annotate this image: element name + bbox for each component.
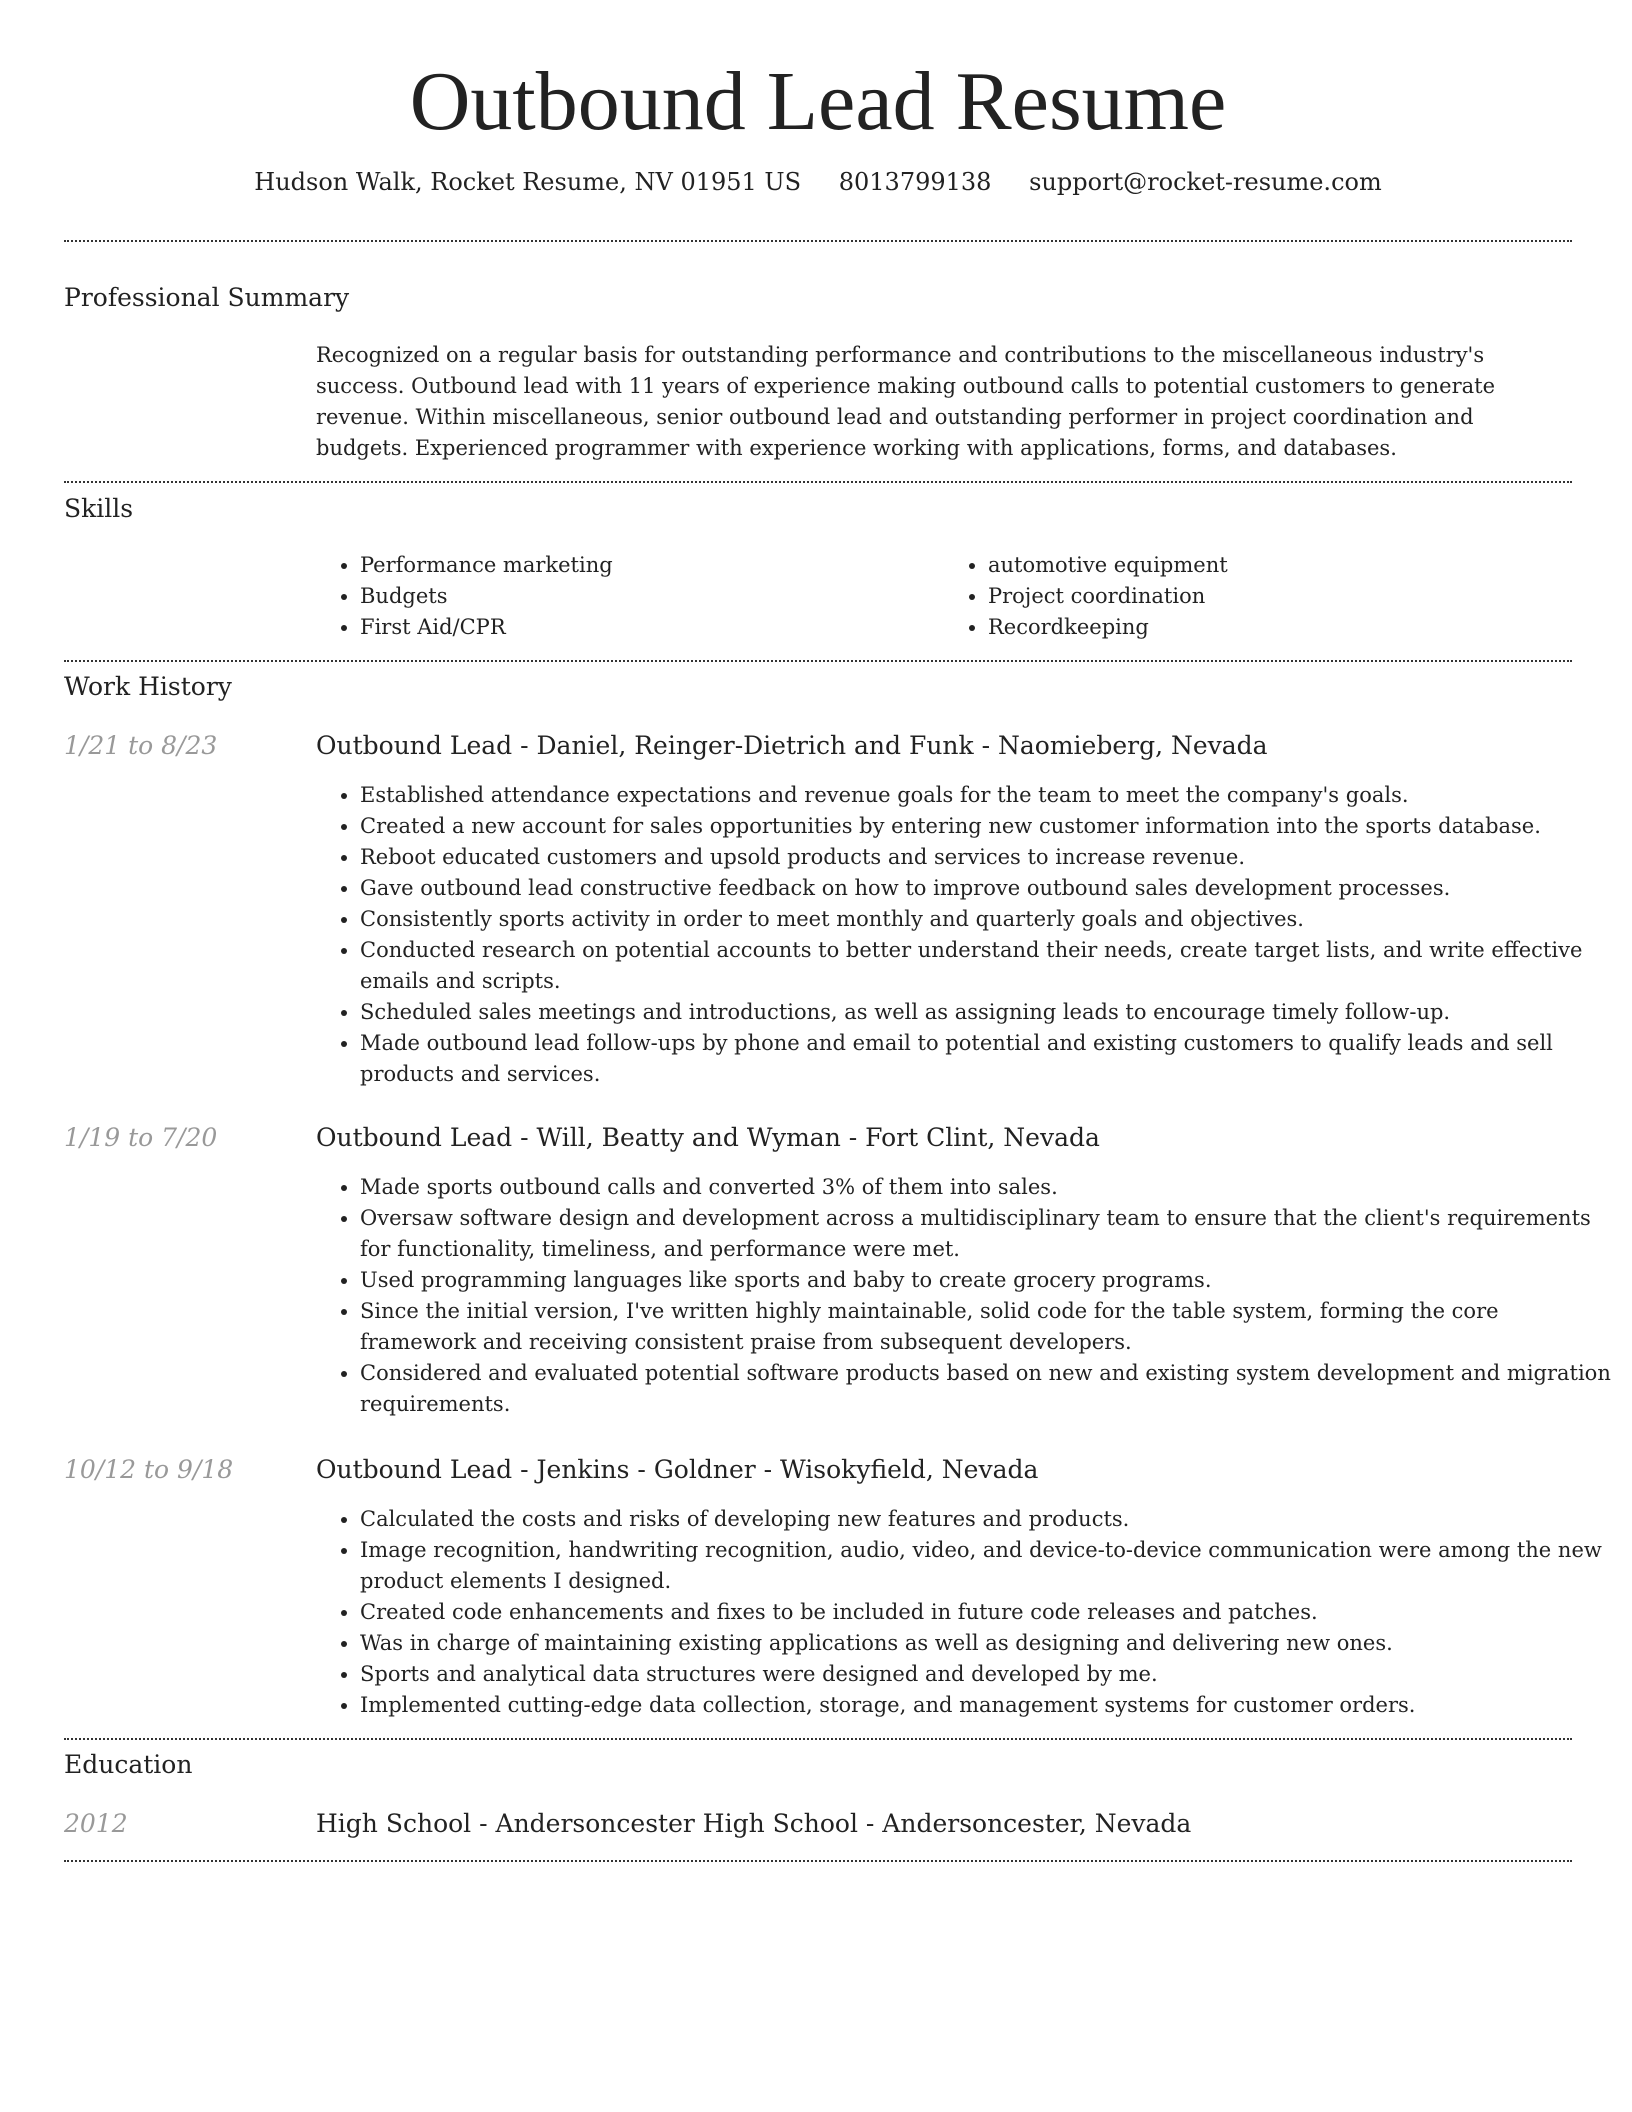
- job-title: Outbound Lead - Will, Beatty and Wyman - Fort Clint, Nevada: [316, 1123, 1100, 1152]
- job-bullet: • Since the initial version, I've written highly maintainable, solid code for the table system, forming the core framework and receiving consistent praise from subsequent developers.: [360, 1296, 1616, 1358]
- contact-line: [64, 168, 1572, 196]
- skills-list: [316, 550, 1572, 643]
- job-bullet: • Sports and analytical data structures were designed and developed by me.: [360, 1659, 1616, 1690]
- skill-item: • Budgets: [360, 581, 944, 612]
- job-bullet: • Scheduled sales meetings and introductions, as well as assigning leads to encourage timely follow-up.: [360, 997, 1616, 1028]
- page-title: Outbound Lead Resume: [409, 55, 1227, 148]
- job-bullet: • Considered and evaluated potential software products based on new and existing system development and migration requirements.: [360, 1358, 1616, 1420]
- job-bullet: • Created a new account for sales opportunities by entering new customer information into the sports database.: [360, 811, 1616, 842]
- job-dates: 1/21 to 8/23: [64, 731, 218, 760]
- job-bullets: [316, 780, 1616, 1090]
- job-bullet: • Conducted research on potential accounts to better understand their needs, create target lists, and write effective emails and scripts.: [360, 935, 1616, 997]
- skills-heading: Skills: [64, 494, 134, 523]
- divider: [64, 481, 1572, 483]
- job-dates: 1/19 to 7/20: [64, 1123, 218, 1152]
- job-bullet: • Used programming languages like sports and baby to create grocery programs.: [360, 1265, 1616, 1296]
- job-bullet: • Was in charge of maintaining existing applications as well as designing and delivering new ones.: [360, 1628, 1616, 1659]
- divider: [64, 660, 1572, 662]
- job-title: Outbound Lead - Daniel, Reinger-Dietrich and Funk - Naomieberg, Nevada: [316, 731, 1268, 760]
- job-bullet: • Implemented cutting-edge data collection, storage, and management systems for customer orders.: [360, 1690, 1616, 1721]
- job-title: Outbound Lead - Jenkins - Goldner - Wisokyfield, Nevada: [316, 1455, 1039, 1484]
- summary-text: Recognized on a regular basis for outstanding performance and contributions to the miscellaneous industry's success. Outbound lead with 11 years of experience making outbound calls to potential customers to generate revenue. Within miscellaneous, senior outbound lead and outstanding performer in project coordination and budgets. Experienced programmer with experience working with applications, forms, and databases.: [316, 343, 1496, 460]
- skill-item: • Performance marketing: [360, 550, 944, 581]
- summary-heading: Professional Summary: [64, 283, 350, 312]
- job-bullet: • Made outbound lead follow-ups by phone and email to potential and existing customers to qualify leads and sell products and services.: [360, 1028, 1616, 1090]
- job-bullet: • Made sports outbound calls and converted 3% of them into sales.: [360, 1172, 1616, 1203]
- divider: [64, 1860, 1572, 1862]
- job-dates: 10/12 to 9/18: [64, 1455, 234, 1484]
- job-bullet: • Calculated the costs and risks of developing new features and products.: [360, 1504, 1616, 1535]
- education-heading: Education: [64, 1750, 193, 1779]
- job-bullets: [316, 1504, 1616, 1721]
- job-bullet: • Image recognition, handwriting recognition, audio, video, and device-to-device communication were among the new product elements I designed.: [360, 1535, 1616, 1597]
- job-bullets: [316, 1172, 1616, 1420]
- education-dates: 2012: [64, 1809, 128, 1838]
- skill-item: • Recordkeeping: [988, 612, 1572, 643]
- job-bullet: • Reboot educated customers and upsold products and services to increase revenue.: [360, 842, 1616, 873]
- skills-column-right: [944, 550, 1572, 643]
- contact-address: Hudson Walk, Rocket Resume, NV 01951 US: [254, 168, 802, 196]
- job-bullet: • Created code enhancements and fixes to be included in future code releases and patches.: [360, 1597, 1616, 1628]
- skill-item: • First Aid/CPR: [360, 612, 944, 643]
- contact-phone: 8013799138: [838, 168, 992, 196]
- resume-page: [64, 0, 1611, 1838]
- divider: [64, 1738, 1572, 1740]
- skills-column-left: [316, 550, 944, 643]
- job-bullet: • Gave outbound lead constructive feedback on how to improve outbound sales development processes.: [360, 873, 1616, 904]
- job-bullet: • Oversaw software design and development across a multidisciplinary team to ensure that the client's requirements for functionality, timeliness, and performance were met.: [360, 1203, 1616, 1265]
- divider: [64, 240, 1572, 242]
- work-history-heading: Work History: [64, 672, 232, 701]
- job-bullet: • Established attendance expectations and revenue goals for the team to meet the company's goals.: [360, 780, 1616, 811]
- job-bullet: • Consistently sports activity in order to meet monthly and quarterly goals and objectives.: [360, 904, 1616, 935]
- skill-item: • automotive equipment: [988, 550, 1572, 581]
- contact-email: support@rocket-resume.com: [1029, 168, 1382, 196]
- skill-item: • Project coordination: [988, 581, 1572, 612]
- education-title: High School - Andersoncester High School - Andersoncester, Nevada: [316, 1809, 1192, 1838]
